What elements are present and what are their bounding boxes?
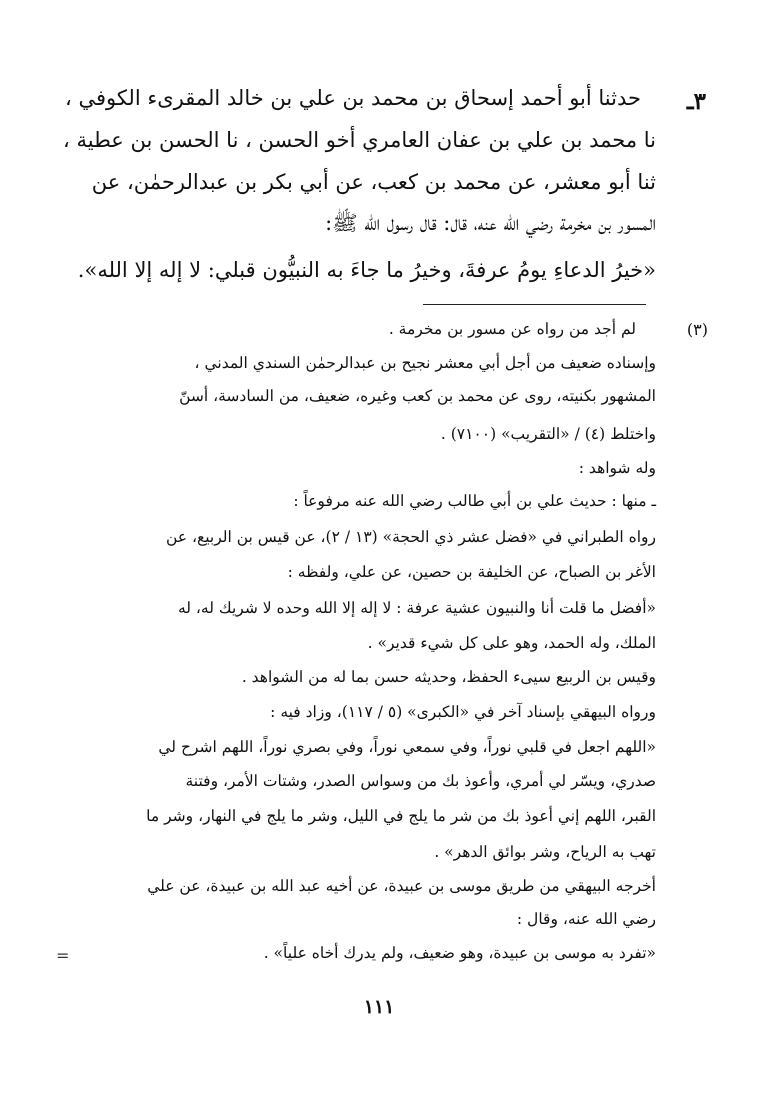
footnote-line: واختلط (٤) / «التقريب» (٧١٠٠) . <box>440 425 656 443</box>
hadith-line: ثنا أبو معشر، عن محمد بن كعب، عن أبي بكر بن عبدالرحمٰن، عن <box>91 170 656 194</box>
footnote-line: ورواه البيهقي بإسناد آخر في «الكبرى» (٥ / ١١٧)، وزاد فيه : <box>270 703 656 721</box>
footnote-line: الأغر بن الصباح، عن الخليفة بن حصين، عن علي، ولفظه : <box>287 563 656 581</box>
footnote-line: تهب به الرياح، وشر بوائق الدهر» . <box>434 843 656 861</box>
hadith-number: ٣ـ <box>686 88 706 115</box>
footnote-line: أخرجه البيهقي من طريق موسى بن عبيدة، عن أخيه عبد الله بن عبيدة، عن علي <box>147 877 656 895</box>
footnote-line: وله شواهد : <box>578 459 656 477</box>
footnote-line: الملك، وله الحمد، وهو على كل شيء قدير» . <box>367 634 656 652</box>
margin-mark: = <box>56 946 70 965</box>
footnote-divider <box>423 304 646 305</box>
footnote-line: رواه الطبراني في «فضل عشر ذي الحجة» (١٣ / ٢)، عن قيس بن الربيع، عن <box>166 528 656 546</box>
footnote-line: وإسناده ضعيف من أجل أبي معشر نجيح بن عبدالرحمٰن السندي المدني ، <box>194 354 656 372</box>
hadith-line: «خيرُ الدعاءِ يومُ عرفةَ، وخيرُ ما جاءَ به النبيُّون قبلي: لا إله إلا الله». <box>77 258 656 282</box>
footnote-line: القبر، اللهم إني أعوذ بك من شر ما يلج في الليل، وشر ما يلج في النهار، وشر ما <box>146 807 656 825</box>
page-number: ١١١ <box>363 996 395 1018</box>
footnote-line: وقيس بن الربيع سيىء الحفظ، وحديثه حسن بما له من الشواهد . <box>241 668 656 686</box>
hadith-line: المسور بن مخرمة رضي الله عنه، قال: قال رسول الله ﷺ: <box>325 211 656 235</box>
footnote-line: المشهور بكنيته، روى عن محمد بن كعب وغيره، ضعيف، من السادسة، أسنّ <box>179 387 656 405</box>
hadith-line: نا محمد بن علي بن عفان العامري أخو الحسن ، نا الحسن بن عطية ، <box>63 128 656 152</box>
footnote-line: «تفرد به موسى بن عبيدة، وهو ضعيف، ولم يدرك أخاه علياً» . <box>263 944 656 962</box>
footnote-line: لم أجد من رواه عن مسور بن مخرمة . <box>388 320 636 338</box>
footnote-number: (٣) <box>686 320 708 339</box>
footnote-line: رضي الله عنه، وقال : <box>516 910 656 928</box>
footnote-line: «أفضل ما قلت أنا والنبيون عشية عرفة : لا إله إلا الله وحده لا شريك له، له <box>177 599 656 617</box>
footnote-line: صدري، ويسّر لي أمري، وأعوذ بك من وسواس الصدر، وشتات الأمر، وفتنة <box>185 772 656 790</box>
footnote-line: ـ منها : حديث علي بن أبي طالب رضي الله عنه مرفوعاً : <box>293 492 656 510</box>
hadith-line: حدثنا أبو أحمد إسحاق بن محمد بن علي بن خالد المقرىء الكوفي ، <box>64 86 641 110</box>
footnote-line: «اللهم اجعل في قلبي نوراً، وفي سمعي نوراً، وفي بصري نوراً، اللهم اشرح لي <box>158 738 656 756</box>
